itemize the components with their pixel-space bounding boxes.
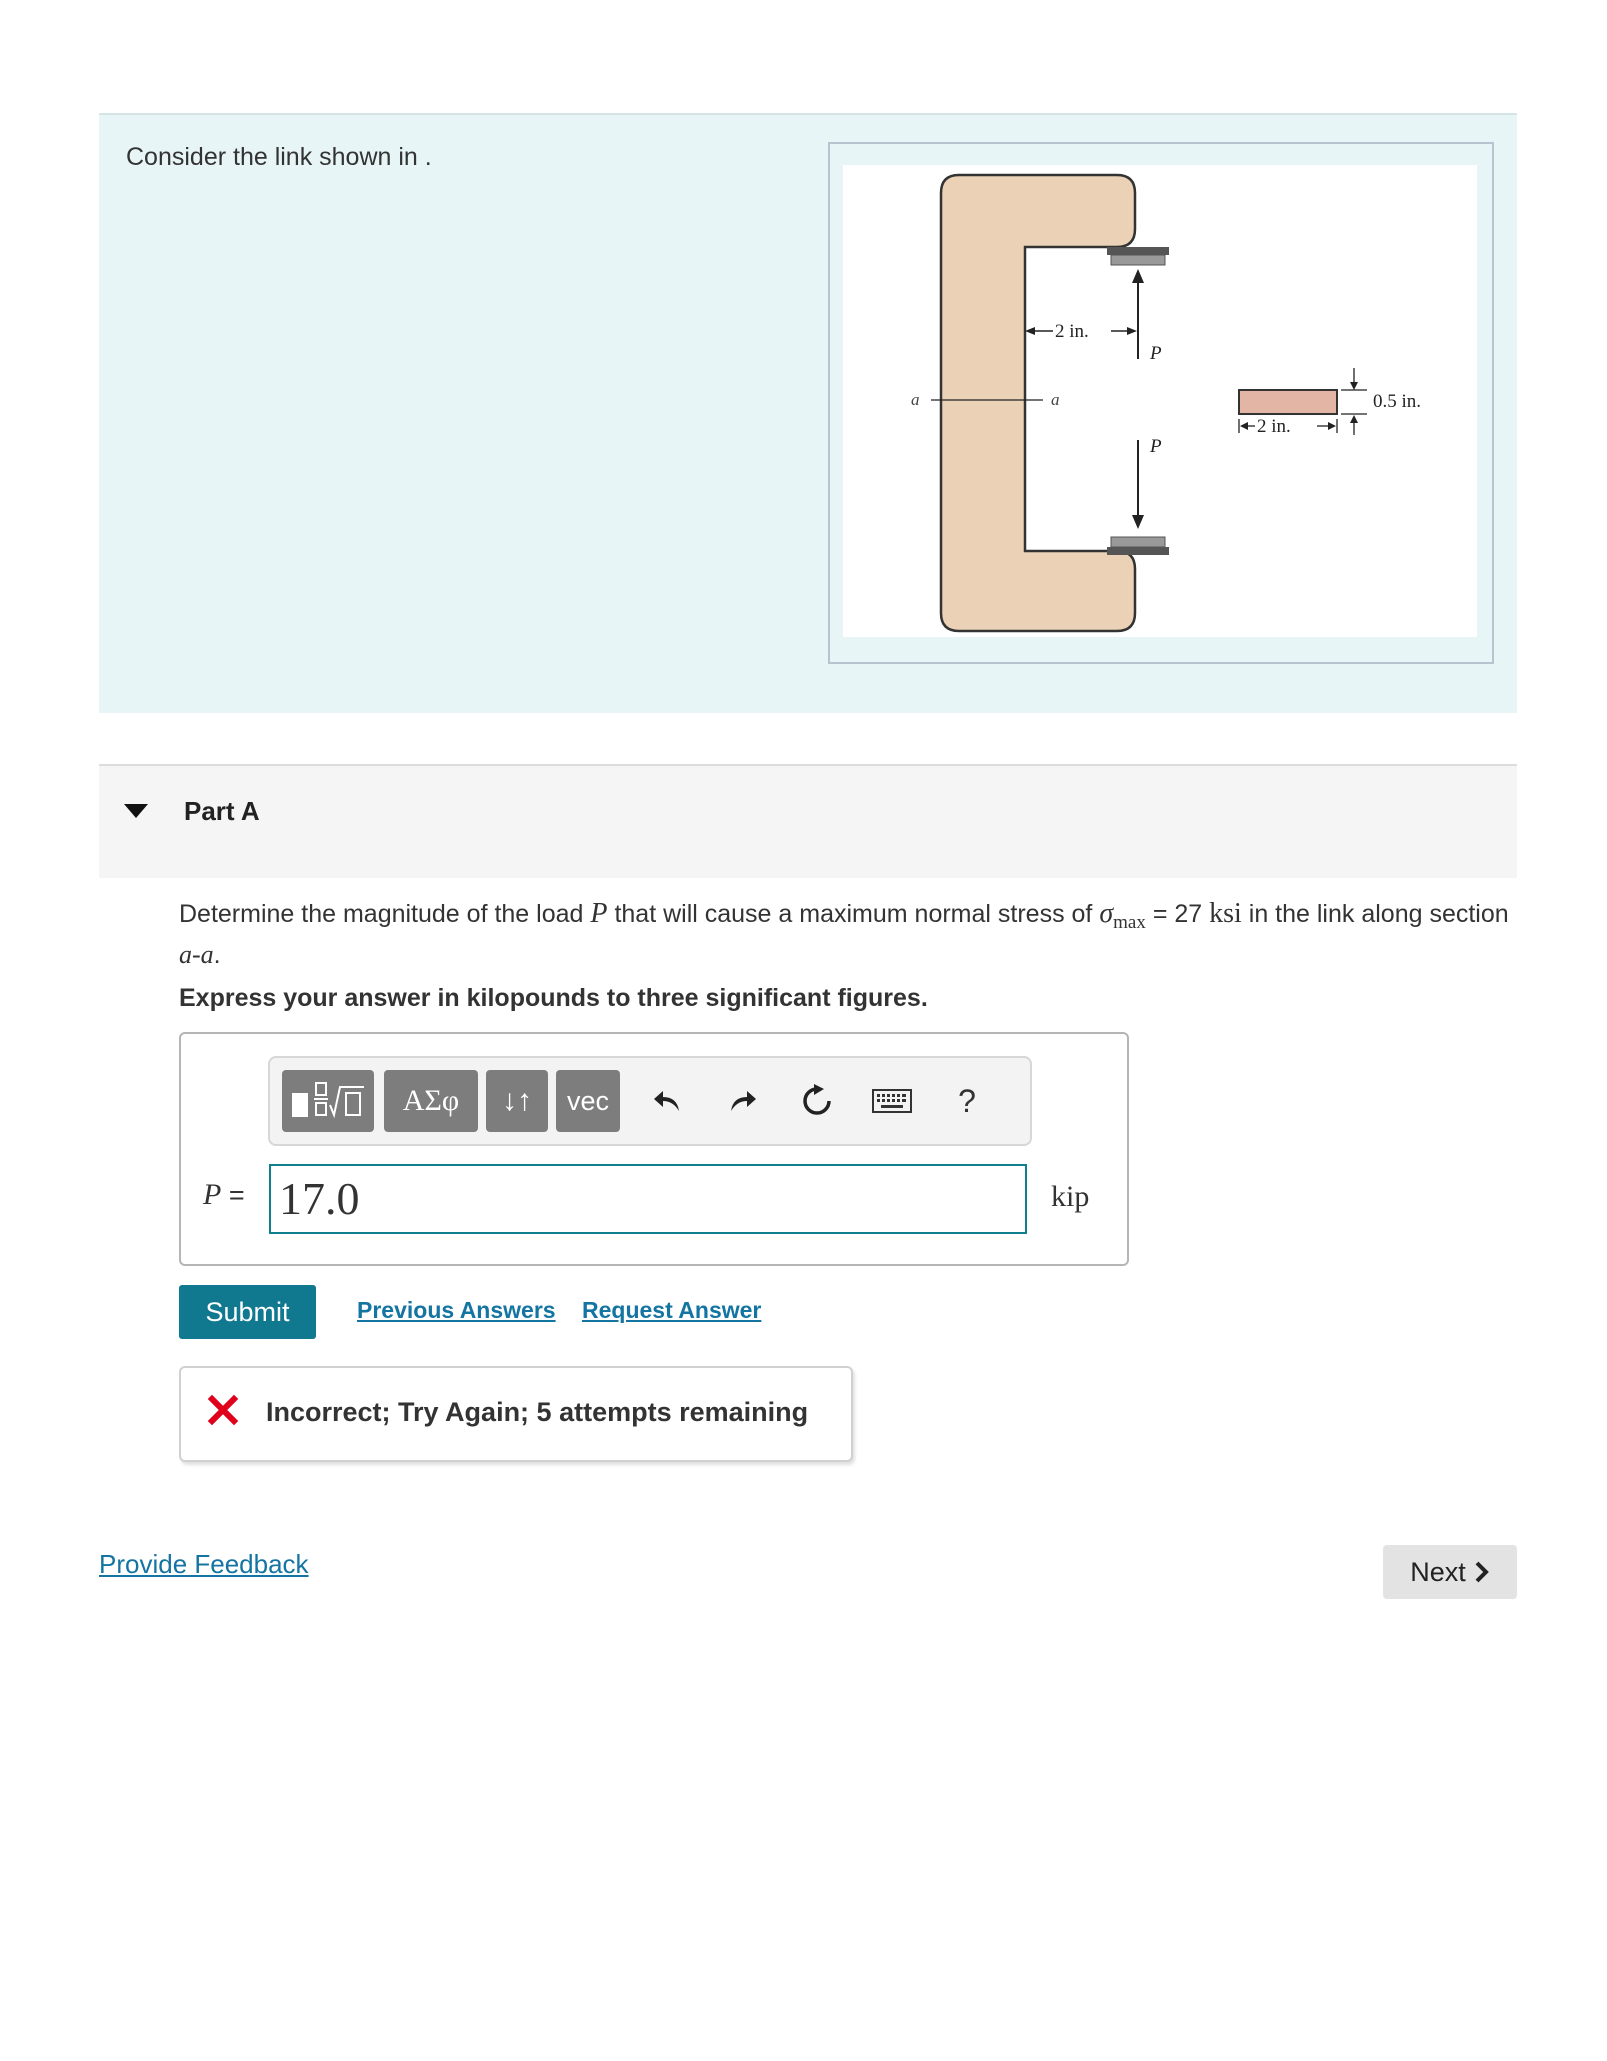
figure-frame [828,142,1494,664]
bottom-plate [1107,547,1169,555]
next-label: Next [1410,1556,1466,1587]
incorrect-x-icon [207,1394,239,1431]
q-end: . [213,941,221,969]
c-link-diagram [843,165,1477,637]
section-label-right: a [1051,390,1060,409]
question-text [179,898,1509,971]
reset-icon[interactable] [790,1072,844,1130]
answer-var: P [203,1178,222,1211]
next-button[interactable] [1383,1545,1517,1599]
request-answer-link[interactable]: Request Answer [582,1297,762,1323]
part-a-header[interactable] [99,764,1517,878]
arrow-up-icon [1132,269,1144,283]
load-label-top: P [1150,343,1162,364]
q-eq: = 27 [1152,900,1203,928]
chevron-right-icon [1474,1560,1490,1584]
arrows-button[interactable]: ↓↑ [486,1070,548,1132]
provide-feedback-link[interactable]: Provide Feedback [99,1549,309,1579]
cs-width-label: 2 in. [1257,416,1291,437]
section-label-left: a [911,390,920,409]
math-toolbar [268,1056,1032,1146]
answer-equals: = [228,1180,245,1210]
top-pin [1111,255,1165,265]
q-var: P [590,898,608,929]
intro-panel [99,113,1517,713]
collapse-triangle-icon[interactable] [124,804,148,818]
q-unit: ksi [1209,898,1242,929]
greek-button[interactable]: ΑΣφ [384,1070,478,1132]
load-label-bottom: P [1150,436,1162,457]
dim-top-label: 2 in. [1055,321,1089,342]
templates-button[interactable] [282,1070,374,1132]
answer-unit: kip [1051,1180,1090,1213]
cs-thickness-label: 0.5 in. [1373,391,1422,412]
feedback-text: Incorrect; Try Again; 5 attempts remaining [266,1397,809,1427]
redo-icon[interactable] [716,1072,770,1130]
previous-answers-link[interactable]: Previous Answers [357,1297,556,1323]
bottom-pin [1111,537,1165,547]
vec-button[interactable]: vec [556,1070,620,1132]
q-pre: Determine the magnitude of the load [179,900,584,928]
link-body [941,175,1135,631]
answer-input[interactable]: 17.0 [269,1164,1027,1234]
submit-button[interactable]: Submit [179,1285,316,1339]
q-mid: that will cause a maximum normal stress of [614,900,1093,928]
undo-icon[interactable] [640,1072,694,1130]
answer-label [203,1178,245,1212]
q-sub: max [1113,912,1146,933]
part-title: Part A [184,796,260,826]
keyboard-icon[interactable] [865,1072,919,1130]
arrow-down-icon [1132,515,1144,529]
intro-text: Consider the link shown in . [126,143,432,171]
q-section: a-a [179,940,214,969]
feedback-box [179,1366,853,1462]
cross-section [1239,390,1337,414]
help-button[interactable]: ? [958,1082,976,1119]
q-sigma: σ [1099,898,1114,929]
templates-icon [288,1079,368,1123]
q-post: in the link along section [1248,900,1509,928]
top-plate [1107,247,1169,255]
instruction-text: Express your answer in kilopounds to three significant figures. [179,984,928,1012]
answer-box [179,1032,1129,1266]
figure-image [843,165,1477,637]
